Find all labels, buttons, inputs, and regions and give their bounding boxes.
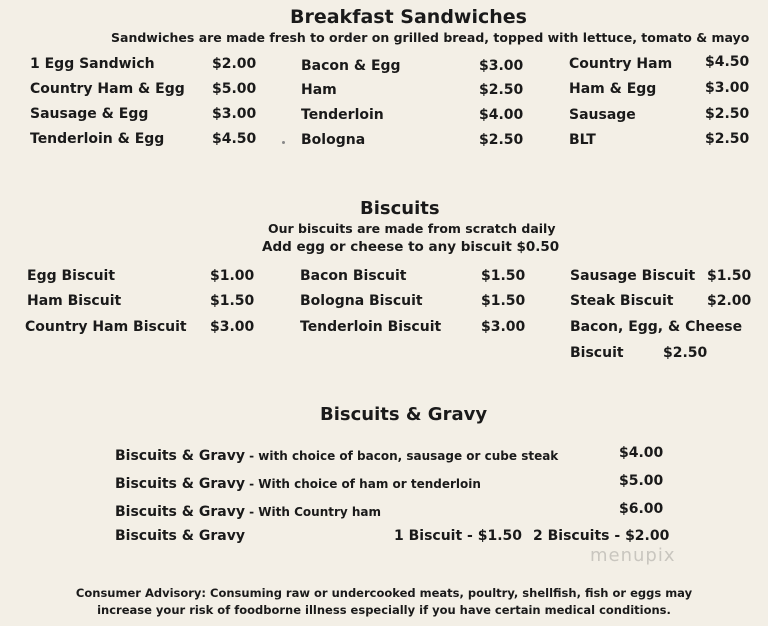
menu-price: $2.50	[705, 131, 750, 147]
menu-price: $2.50	[479, 82, 524, 98]
menu-item: Country Ham	[569, 56, 673, 72]
menu-item: Biscuit	[570, 345, 624, 361]
menu-item: Bologna	[301, 132, 366, 148]
gravy-row	[115, 445, 558, 464]
menu-item: Steak Biscuit	[570, 293, 674, 309]
gravy-name: Biscuits & Gravy	[115, 448, 245, 464]
gravy-two-biscuits: 2 Biscuits - $2.00	[533, 528, 670, 544]
menu-item: Ham	[301, 82, 337, 98]
menu-item: Tenderloin Biscuit	[300, 319, 442, 335]
gravy-desc: - With choice of ham or tenderloin	[244, 477, 481, 491]
menu-price: $1.50	[707, 268, 752, 284]
menu-item: Bacon & Egg	[301, 58, 401, 74]
gravy-row	[115, 473, 481, 492]
menu-price: $4.00	[479, 107, 524, 123]
menu-item: Bologna Biscuit	[300, 293, 423, 309]
menu-price: $5.00	[619, 473, 664, 489]
menu-price: $4.50	[212, 131, 257, 147]
breakfast-title: Breakfast Sandwiches	[290, 6, 527, 28]
menu-price: $1.50	[481, 293, 526, 309]
menu-item: Tenderloin	[301, 107, 384, 123]
menu-price: $3.00	[210, 319, 255, 335]
gravy-title: Biscuits & Gravy	[320, 404, 488, 425]
menu-item: Country Ham Biscuit	[25, 319, 187, 335]
biscuits-subtitle-1: Our biscuits are made from scratch daily	[268, 221, 556, 236]
menu-price: $2.50	[479, 132, 524, 148]
menu-price: $2.50	[663, 345, 708, 361]
menu-price: $1.00	[210, 268, 255, 284]
watermark-logo: menupix	[590, 545, 676, 566]
menu-item: Bacon Biscuit	[300, 268, 407, 284]
gravy-one-biscuit: 1 Biscuit - $1.50	[394, 528, 523, 544]
menu-item: Sausage	[569, 107, 636, 123]
menu-price: $2.00	[707, 293, 752, 309]
menu-item: Bacon, Egg, & Cheese	[570, 319, 743, 335]
menu-item: BLT	[569, 132, 596, 148]
menu-item: Country Ham & Egg	[30, 81, 185, 97]
biscuits-title: Biscuits	[360, 198, 440, 219]
menu-price: $1.50	[481, 268, 526, 284]
menu-item: 1 Egg Sandwich	[30, 56, 155, 72]
menu-item: Egg Biscuit	[27, 268, 116, 284]
menu-item: Ham & Egg	[569, 81, 657, 97]
advisory-line-1: Consumer Advisory: Consuming raw or undercooked meats, poultry, shellfish, fish or eggs may	[75, 586, 693, 600]
menu-price: $4.00	[619, 445, 664, 461]
gravy-desc: - With Country ham	[244, 505, 382, 519]
menu-price: $3.00	[705, 80, 750, 96]
gravy-row	[115, 501, 381, 520]
menu-price: $2.00	[212, 56, 257, 72]
menu-price: $1.50	[210, 293, 255, 309]
dot-mark	[282, 141, 285, 144]
menu-price: $3.00	[481, 319, 526, 335]
breakfast-subtitle: Sandwiches are made fresh to order on grilled bread, topped with lettuce, tomato & mayo	[111, 30, 750, 45]
menu-price: $2.50	[705, 106, 750, 122]
menu-item: Ham Biscuit	[27, 293, 122, 309]
gravy-name: Biscuits & Gravy	[115, 528, 245, 544]
menu-item: Sausage Biscuit	[570, 268, 696, 284]
menu-price: $3.00	[479, 58, 524, 74]
menu-price: $3.00	[212, 106, 257, 122]
gravy-desc: - with choice of bacon, sausage or cube steak	[244, 449, 559, 463]
menu-item: Sausage & Egg	[30, 106, 149, 122]
menu-item: Tenderloin & Egg	[30, 131, 165, 147]
menu-price: $4.50	[705, 54, 750, 70]
gravy-name: Biscuits & Gravy	[115, 476, 245, 492]
biscuits-subtitle-2: Add egg or cheese to any biscuit $0.50	[262, 239, 560, 255]
menu-price: $6.00	[619, 501, 664, 517]
menu-price: $5.00	[212, 81, 257, 97]
gravy-name: Biscuits & Gravy	[115, 504, 245, 520]
advisory-line-2: increase your risk of foodborne illness especially if you have certain medical conditions.	[97, 603, 671, 617]
